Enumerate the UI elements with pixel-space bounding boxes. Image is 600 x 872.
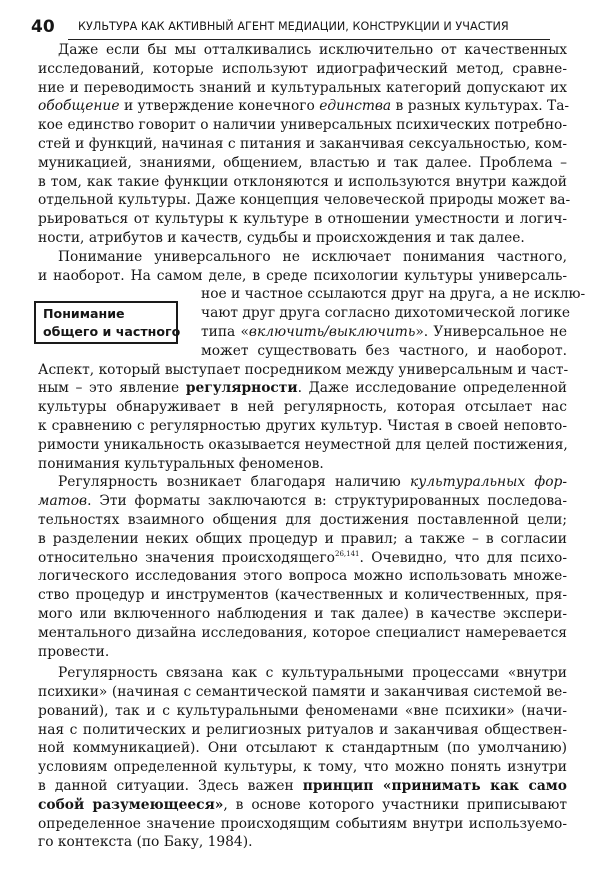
bold-term: принцип «принимать как само xyxy=(302,778,567,795)
text-line: ментального дизайна исследования, которое специалист намеревается xyxy=(38,624,567,641)
text-line: Понимание универсального не исключает понимания частного, xyxy=(58,248,567,265)
text-line: ным – это явление регулярности. Даже исследование определенной xyxy=(38,380,567,397)
text-line: обобщение и утверждение конечного единства в разных культурах. Та- xyxy=(38,98,570,115)
text-line: понимания культуральных феноменов. xyxy=(38,455,324,472)
margin-note-line-1: Понимание xyxy=(43,306,125,321)
text-line: собой разумеющееся», в основе которого участники приписывают xyxy=(38,796,567,813)
text-line: к сравнению с регулярностью других культур. Чистая в своей неповто- xyxy=(38,417,567,434)
text-line: тельностях взаимного общения для достижения поставленной цели; xyxy=(38,511,567,528)
text-line: ное и частное ссылаются друг на друга, а не исклю- xyxy=(201,286,586,303)
running-header xyxy=(30,16,570,38)
text-line: кое единство говорит о наличии универсальных психических потребно- xyxy=(38,117,567,134)
text-line: типа «включить/выключить». Универсальное не xyxy=(201,323,568,340)
text-line: определенное значение происходящим событиям внутри используемо- xyxy=(38,815,567,832)
text-line: логического исследования этого вопроса можно использовать множе- xyxy=(38,568,567,585)
italic-term: включить/выключить xyxy=(248,323,416,340)
italic-term: культуральных фор- xyxy=(410,474,567,491)
text-line: ной коммуникацией). Они отсылают к стандартным (по умолчанию) xyxy=(38,740,567,757)
text-line: чают друг друга согласно дихотомической логике xyxy=(201,305,571,322)
paragraph-1 xyxy=(38,41,571,248)
text-line: муникацией, знаниями, общением, властью и так далее. Проблема – xyxy=(38,154,567,171)
text-line: рьироваться от культуры к культуре в отношении уместности и логич- xyxy=(38,211,567,228)
paragraph-3 xyxy=(38,473,567,661)
text-line: Регулярность связана как с культуральными процессами «внутри xyxy=(58,665,567,682)
text-line: может существовать без частного, и наоборот. xyxy=(201,342,567,359)
text-line: отдельной культуры. Даже концепция человеческой природы может ва- xyxy=(38,192,571,209)
bold-term: регулярности xyxy=(185,380,298,397)
citation-superscript: 26,141 xyxy=(334,549,360,558)
text-line: ности, атрибутов и качеств, судьбы и происхождения и так далее. xyxy=(38,229,525,246)
margin-note-line-2: общего и частного xyxy=(43,324,181,339)
text-line: культуры обнаруживает в ней регулярность, которая отсылает нас xyxy=(38,399,567,416)
page-number: 40 xyxy=(31,17,55,37)
text-line: относительно значения происходящего$^{26,141}$. Очевидно, что для психо- xyxy=(38,549,567,566)
paragraph-2 xyxy=(38,248,586,474)
text-line: рований), так и с культуральными феноменами «вне психики» (начи- xyxy=(38,702,567,719)
text-line: психики» (начиная с семантической памяти и заканчивая системой ве- xyxy=(38,684,567,701)
text-line: ство процедур и инструментов (качественных и количественных, пря- xyxy=(38,587,567,604)
body-text xyxy=(38,41,586,852)
text-line: римости уникальность оказывается неуместной для целей постижения, xyxy=(38,436,568,453)
text-line: го контекста (по Баку, 1984). xyxy=(38,834,253,851)
italic-term: обобщение xyxy=(38,98,120,115)
text-line: исследований, которые используют идиографический метод, сравне- xyxy=(38,60,567,77)
text-line: условиям определенной культуры, к тому, что можно понять изнутри xyxy=(38,759,567,776)
running-title: КУЛЬТУРА КАК АКТИВНЫЙ АГЕНТ МЕДИАЦИИ, КОНСТРУКЦИИ И УЧАСТИЯ xyxy=(78,20,509,33)
text-line: мого или включенного наблюдения и так далее) в качестве экспери- xyxy=(38,605,567,622)
header-rule xyxy=(68,39,550,40)
text-line: стей и функций, начиная с питания и заканчивая сексуальностью, ком- xyxy=(38,135,567,152)
bold-term: собой разумеющееся» xyxy=(38,796,224,813)
text-line: Аспект, который выступает посредником между универсальным и част- xyxy=(38,361,569,378)
text-line: в разделении неких общих процедур и правил; а также – в согласии xyxy=(38,530,567,547)
text-line: провести. xyxy=(38,643,110,660)
text-line: в том, как такие функции отклоняются и используются внутри каждой xyxy=(38,173,567,190)
text-line: Даже если бы мы отталкивались исключительно от качественных xyxy=(58,42,567,58)
text-line: и наоборот. На самом деле, в среде психологии культуры универсаль- xyxy=(38,267,567,284)
text-line: Регулярность возникает благодаря наличию культуральных фор- xyxy=(58,474,567,491)
text-line: ние и переводимость знаний и культуральных категорий допускают их xyxy=(38,79,567,96)
paragraph-4 xyxy=(38,664,567,852)
italic-term: единства xyxy=(319,98,392,115)
text-line: в данной ситуации. Здесь важен принцип «принимать как само xyxy=(38,778,567,795)
italic-term: матов xyxy=(38,493,88,510)
text-line: матов. Эти форматы заключаются в: структурированных последова- xyxy=(38,493,567,510)
text-line: ная с политических и религиозных ритуалов и заканчивая обществен- xyxy=(38,721,567,738)
